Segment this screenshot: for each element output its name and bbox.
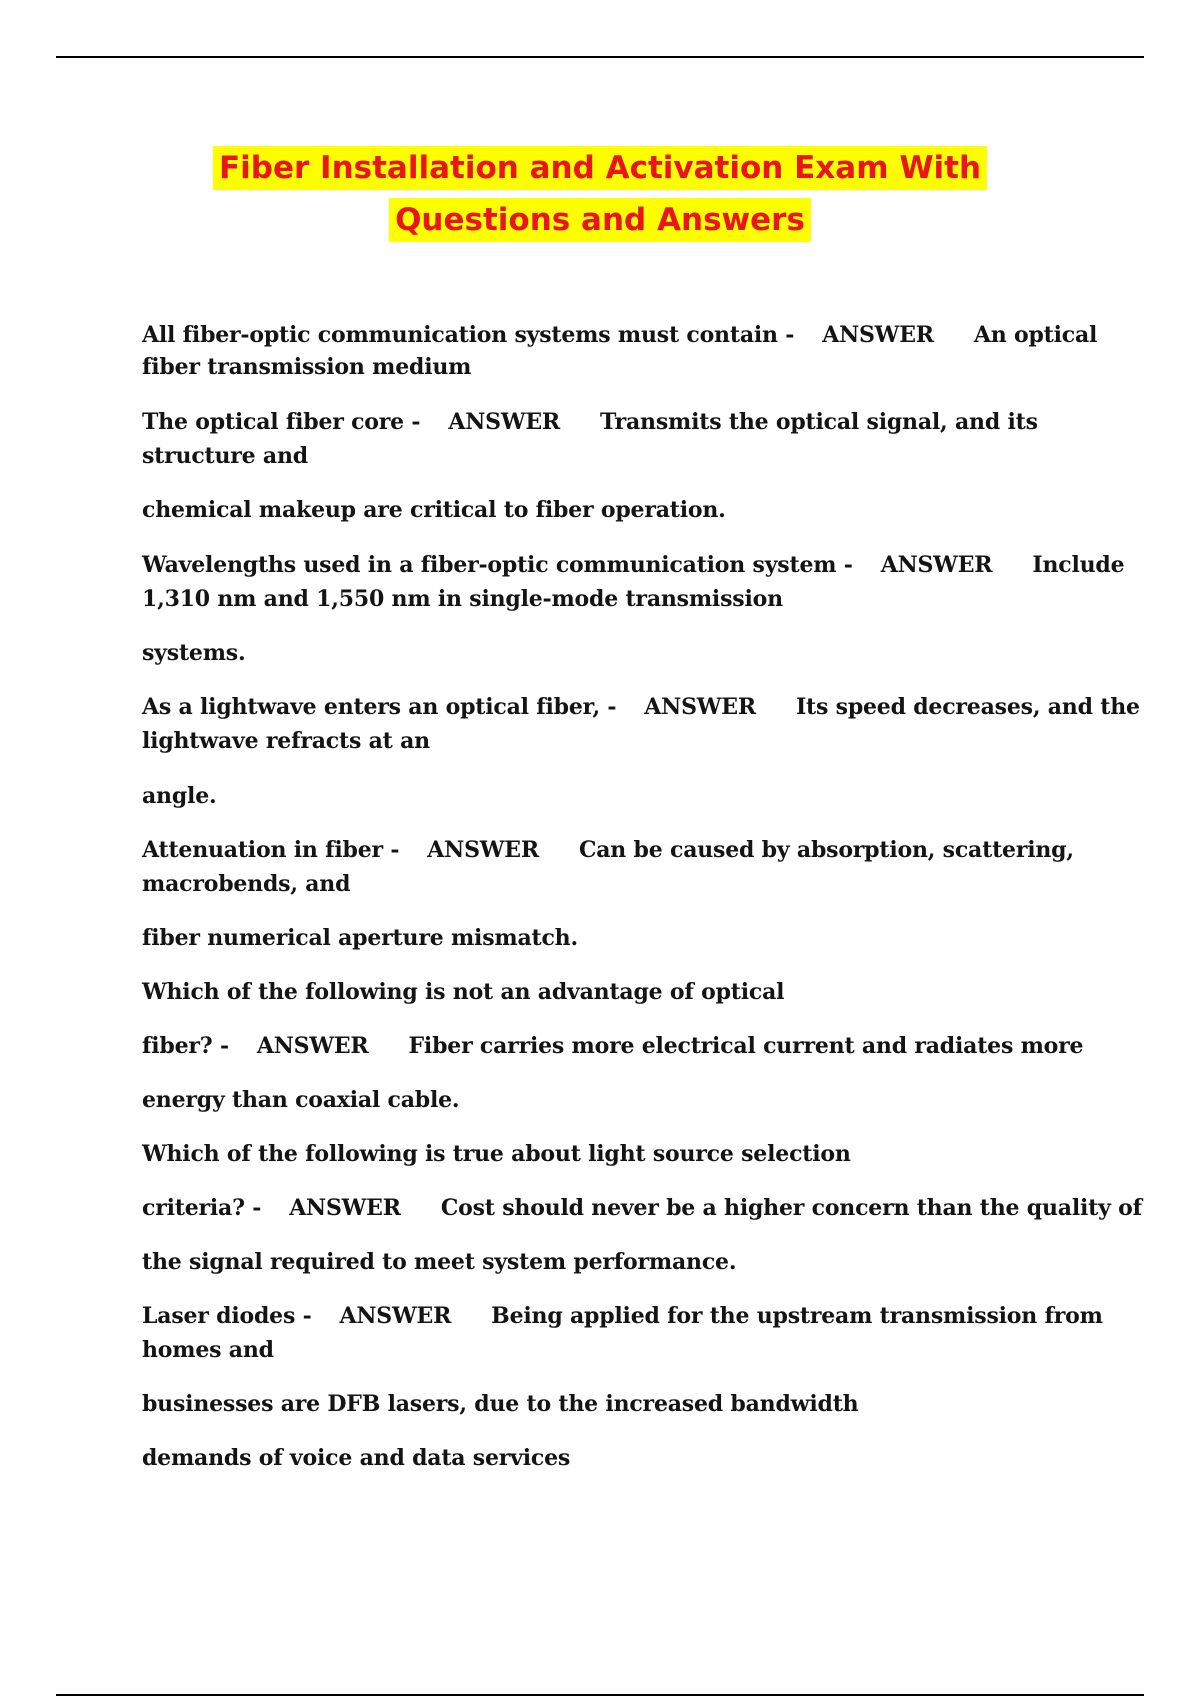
text-line: 1,310 nm and 1,550 nm in single-mode transmission <box>142 586 783 612</box>
text-line: lightwave refracts at an <box>142 728 430 754</box>
text-line: demands of voice and data services <box>142 1445 571 1471</box>
qa-line <box>142 1193 1142 1223</box>
answer-label: ANSWER <box>427 837 539 863</box>
text-line: energy than coaxial cable. <box>142 1087 460 1113</box>
text-line: the signal required to meet system performance. <box>142 1249 737 1275</box>
top-rule <box>56 56 1144 58</box>
answer-label: ANSWER <box>289 1195 401 1221</box>
answer-text: Being applied for the upstream transmission from <box>491 1303 1103 1329</box>
text-line: Which of the following is not an advantage of optical <box>142 979 785 1005</box>
qa-line <box>142 692 1140 722</box>
question-text: As a lightwave enters an optical fiber, - <box>142 694 617 720</box>
title-line-2: Questions and Answers <box>389 198 811 242</box>
question-text: fiber? - <box>142 1033 229 1059</box>
question-text: All fiber-optic communication systems must contain - <box>142 322 795 348</box>
answer-label: ANSWER <box>256 1033 369 1059</box>
text-line: angle. <box>142 783 217 809</box>
question-text: The optical fiber core - <box>142 409 421 435</box>
question-text: Laser diodes - <box>142 1303 312 1329</box>
answer-label: ANSWER <box>339 1303 452 1329</box>
answer-label: ANSWER <box>822 322 934 348</box>
answer-text: Fiber carries more electrical current and radiates more <box>408 1033 1084 1059</box>
answer-text: An optical <box>973 322 1098 348</box>
answer-label: ANSWER <box>644 694 756 720</box>
text-line: macrobends, and <box>142 871 351 897</box>
question-text: criteria? - <box>142 1195 262 1221</box>
qa-line <box>142 1031 1083 1061</box>
qa-line <box>142 1301 1103 1331</box>
text-line: fiber numerical aperture mismatch. <box>142 925 578 951</box>
text-line: structure and <box>142 443 308 469</box>
answer-text: Its speed decreases, and the <box>795 694 1140 720</box>
answer-text: Include <box>1032 552 1125 578</box>
qa-line <box>142 407 1038 437</box>
answer-text: Transmits the optical signal, and its <box>600 409 1038 435</box>
qa-line <box>142 835 1074 865</box>
answer-label: ANSWER <box>880 552 993 578</box>
bottom-rule <box>56 1694 1144 1696</box>
document-title <box>0 142 1200 246</box>
answer-text: Can be caused by absorption, scattering, <box>578 837 1074 863</box>
text-line: systems. <box>142 640 246 666</box>
text-line: chemical makeup are critical to fiber operation. <box>142 497 726 523</box>
text-line: businesses are DFB lasers, due to the increased bandwidth <box>142 1391 859 1417</box>
question-text: Attenuation in fiber - <box>142 837 400 863</box>
question-text: Wavelengths used in a fiber-optic communication system - <box>142 552 853 578</box>
text-line: Which of the following is true about light source selection <box>142 1141 851 1167</box>
answer-text: Cost should never be a higher concern than the quality of <box>440 1195 1142 1221</box>
qa-line <box>142 320 1097 350</box>
text-line: fiber transmission medium <box>142 354 472 380</box>
answer-label: ANSWER <box>448 409 561 435</box>
title-line-1: Fiber Installation and Activation Exam With <box>213 146 987 190</box>
qa-line <box>142 550 1124 580</box>
text-line: homes and <box>142 1337 274 1363</box>
